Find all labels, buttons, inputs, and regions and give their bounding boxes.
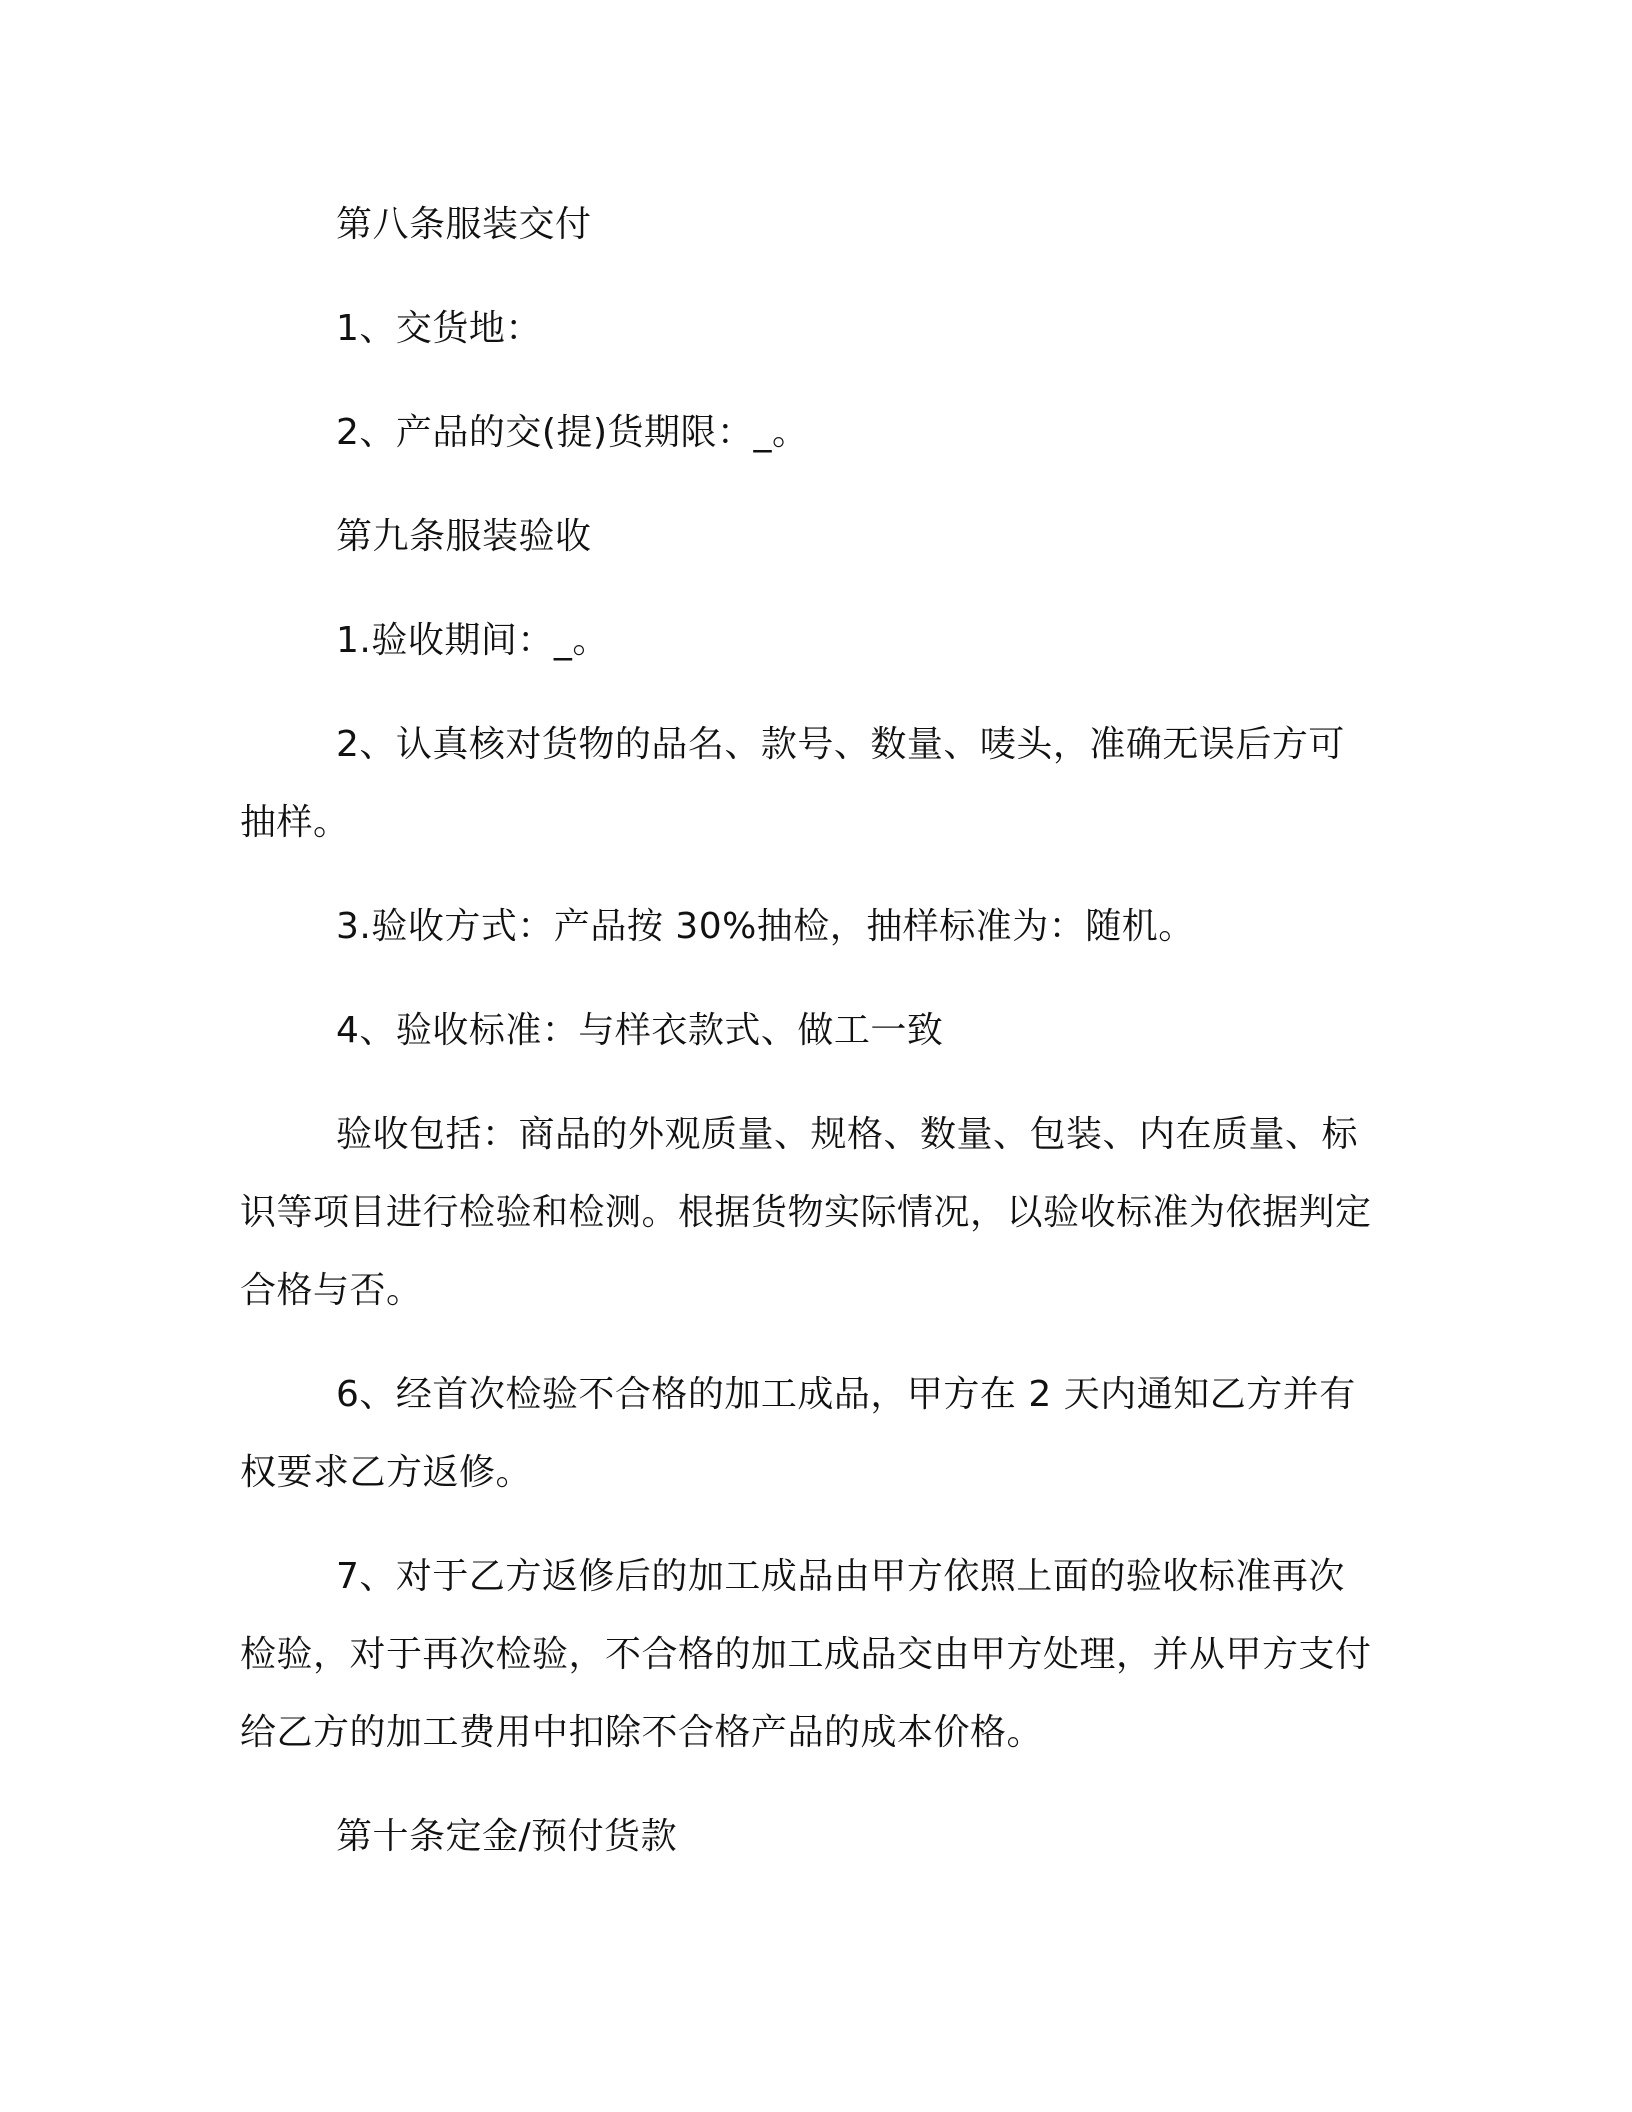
clause-delivery-deadline: 2、产品的交(提)货期限：_。: [336, 412, 809, 453]
clause-acceptance-scope: 验收包括：商品的外观质量、规格、数量、包装、内在质量、标识等项目进行检验和检测。根据货物实际情况，以验收标准为依据判定合格与否。: [240, 1114, 1372, 1311]
clause-check-goods: 2、认真核对货物的品名、款号、数量、唛头，准确无误后方可抽样。: [240, 724, 1345, 843]
section-heading-article-8: 第八条服装交付: [336, 204, 592, 245]
document-body: [240, 186, 1380, 1902]
clause-acceptance-period: 1.验收期间：_。: [336, 620, 609, 661]
section-heading-article-9: 第九条服装验收: [336, 516, 592, 557]
clause-acceptance-method: 3.验收方式：产品按 30%抽检，抽样标准为：随机。: [336, 906, 1195, 947]
clause-acceptance-standard: 4、验收标准：与样衣款式、做工一致: [336, 1010, 944, 1051]
clause-reinspection: 7、对于乙方返修后的加工成品由甲方依照上面的验收标准再次检验，对于再次检验，不合格的加工成品交由甲方处理，并从甲方支付给乙方的加工费用中扣除不合格产品的成本价格。: [240, 1556, 1372, 1753]
section-heading-article-10: 第十条定金/预付货款: [336, 1816, 678, 1857]
clause-delivery-place: 1、交货地：: [336, 308, 542, 349]
clause-first-inspection: 6、经首次检验不合格的加工成品，甲方在 2 天内通知乙方并有权要求乙方返修。: [240, 1374, 1356, 1493]
